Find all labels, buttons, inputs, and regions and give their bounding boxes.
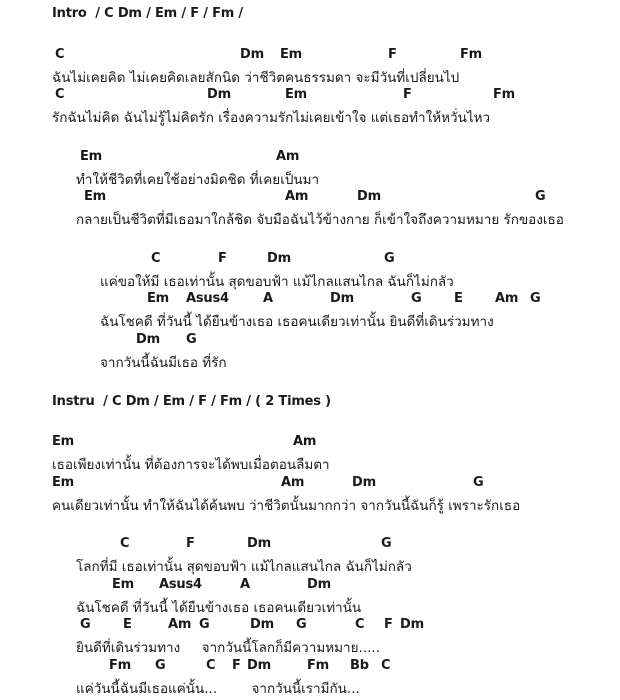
chord: Am (495, 291, 519, 306)
chord: Em (52, 434, 75, 449)
chord: Em (147, 291, 170, 306)
lyric-line: ทำให้ชีวิตที่เคยใช้อย่างมิดชิด ที่เคยเป็นมา (76, 172, 320, 188)
chord: C (55, 47, 65, 62)
chord: G (384, 251, 395, 266)
chord-row (0, 577, 620, 593)
chord: G (411, 291, 422, 306)
chord: Em (280, 47, 303, 62)
chord: Dm (400, 617, 424, 632)
lyric-line: แค่ขอให้มี เธอเท่านั้น สุดขอบฟ้า แม้ไกลแสนไกล ฉันก็ไม่กลัว (100, 274, 454, 290)
lyric-line: รักฉันไม่คิด ฉันไม่รู้ไม่คิดรัก เรื่องความรักไม่เคยเข้าใจ แต่เธอทำให้หวั่นไหว (52, 110, 491, 126)
chord-row (0, 434, 620, 450)
chord: Fm (109, 658, 132, 673)
chord-row (0, 475, 620, 491)
chord-row (0, 47, 620, 63)
lyric-line: โลกที่มี เธอเท่านั้น สุดขอบฟ้า แม้ไกลแสนไกล ฉันก็ไม่กลัว (76, 559, 412, 575)
lyric-line: ยินดีที่เดินร่วมทาง จากวันนี้โลกก็มีความหมาย..... (76, 640, 380, 656)
chord: Dm (247, 536, 271, 551)
chord: G (186, 332, 197, 347)
chord: Asus4 (159, 577, 202, 592)
lyric-line: ฉันไม่เคยคิด ไม่เคยคิดเลยสักนิด ว่าชีวิตคนธรรมดา จะมีวันที่เปลี่ยนไป (52, 70, 460, 86)
chord: C (151, 251, 161, 266)
chord: Dm (207, 87, 231, 102)
lyric-line: แค่วันนี้ฉันมีเธอแค่นั้น... จากวันนี้เรามีกัน... (76, 681, 360, 697)
chord: Fm (307, 658, 330, 673)
chord-row (0, 87, 620, 103)
chord-row (0, 617, 620, 633)
chord: C (206, 658, 216, 673)
chord: Am (285, 189, 309, 204)
chord: F (403, 87, 412, 102)
chord: Dm (136, 332, 160, 347)
chord-row (0, 251, 620, 267)
chord: Asus4 (186, 291, 229, 306)
chord: G (199, 617, 210, 632)
chord-row (0, 536, 620, 552)
chord: Am (276, 149, 300, 164)
chord: F (218, 251, 227, 266)
chord: A (240, 577, 250, 592)
chord: C (355, 617, 365, 632)
chord: E (454, 291, 463, 306)
chord: Em (52, 475, 75, 490)
chord: F (388, 47, 397, 62)
chord: Dm (307, 577, 331, 592)
chord: Fm (460, 47, 483, 62)
lyric-line: ฉันโชคดี ที่วันนี้ ได้ยืนข้างเธอ เธอคนเดียวเท่านั้น ยินดีที่เดินร่วมทาง (100, 314, 494, 330)
chord: F (232, 658, 241, 673)
lyric-line: เธอเพียงเท่านั้น ที่ต้องการจะได้พบเมื่อตอนลืมตา (52, 457, 330, 473)
chord: Am (168, 617, 192, 632)
chord: Em (84, 189, 107, 204)
chord: Fm (493, 87, 516, 102)
chord: Dm (250, 617, 274, 632)
chord: C (120, 536, 130, 551)
chord: Em (285, 87, 308, 102)
chord-row (0, 332, 620, 348)
chord: Dm (267, 251, 291, 266)
instru-heading: Instru / C Dm / Em / F / Fm / ( 2 Times ) (52, 394, 331, 409)
chord-row (0, 149, 620, 165)
chord: G (155, 658, 166, 673)
lyric-line: ฉันโชคดี ที่วันนี้ ได้ยืนข้างเธอ เธอคนเดียวเท่านั้น (76, 600, 362, 616)
chord-row (0, 658, 620, 674)
chord: C (381, 658, 391, 673)
chord: Bb (350, 658, 369, 673)
intro-heading: Intro / C Dm / Em / F / Fm / (52, 6, 243, 21)
chord: G (80, 617, 91, 632)
chord: G (530, 291, 541, 306)
chord: F (384, 617, 393, 632)
chord: Dm (357, 189, 381, 204)
chord: Am (293, 434, 317, 449)
chord: F (186, 536, 195, 551)
chord: Dm (330, 291, 354, 306)
chord: G (535, 189, 546, 204)
chord: C (55, 87, 65, 102)
chord: Em (80, 149, 103, 164)
chord-row (0, 291, 620, 307)
lyric-line: กลายเป็นชีวิตที่มีเธอมาใกล้ชิด จับมือฉันไว้ข้างกาย ก็เข้าใจถึงความหมาย รักของเธอ (76, 212, 564, 228)
chord: Am (281, 475, 305, 490)
chord: Dm (240, 47, 264, 62)
chord: E (123, 617, 132, 632)
chord-row (0, 189, 620, 205)
chord: A (263, 291, 273, 306)
chord: G (296, 617, 307, 632)
chord: Em (112, 577, 135, 592)
chord: Dm (352, 475, 376, 490)
lyric-line: คนเดียวเท่านั้น ทำให้ฉันได้ค้นพบ ว่าชีวิตนั้นมากกว่า จากวันนี้ฉันก็รู้ เพราะรักเธอ (52, 498, 521, 514)
chord: G (381, 536, 392, 551)
chord: G (473, 475, 484, 490)
chord: Dm (247, 658, 271, 673)
lyric-line: จากวันนี้ฉันมีเธอ ที่รัก (100, 355, 227, 371)
